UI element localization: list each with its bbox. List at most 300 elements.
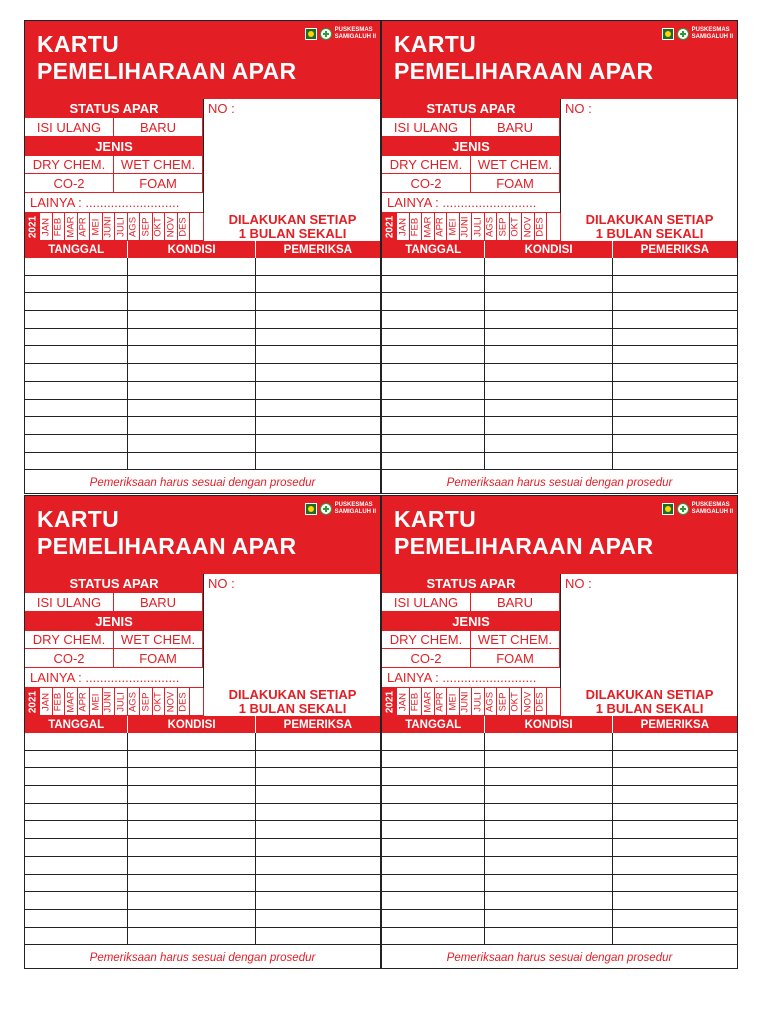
- kondisi-cell: [485, 875, 612, 892]
- table-row: [25, 910, 380, 928]
- kondisi-cell: [485, 910, 612, 927]
- table-row: [25, 751, 380, 769]
- table-row: [382, 751, 737, 769]
- co2-option: CO-2: [382, 649, 471, 668]
- tanggal-cell: [382, 382, 485, 399]
- kondisi-cell: [485, 751, 612, 768]
- maintenance-card: [381, 495, 738, 969]
- tanggal-cell: [382, 786, 485, 803]
- jenis-header: JENIS: [25, 612, 203, 631]
- kondisi-cell: [128, 733, 255, 750]
- month-cell: MAR: [65, 688, 78, 716]
- frequency-note: DILAKUKAN SETIAP 1 BULAN SEKALI: [203, 213, 381, 241]
- table-body: [382, 258, 737, 470]
- table-row: [382, 417, 737, 435]
- month-cell: OKT: [153, 688, 166, 716]
- tanggal-cell: [382, 804, 485, 821]
- kondisi-cell: [485, 453, 612, 470]
- maintenance-card: [24, 495, 381, 969]
- table-row: [382, 329, 737, 347]
- pemeriksa-cell: [256, 311, 380, 328]
- dry-chem-option: DRY CHEM.: [382, 631, 471, 649]
- tanggal-cell: [382, 276, 485, 293]
- month-cell: NOV: [165, 688, 178, 716]
- pemeriksa-cell: [256, 892, 380, 909]
- kondisi-cell: [128, 311, 255, 328]
- month-cell: JULI: [472, 213, 485, 241]
- month-cell: APR: [78, 213, 91, 241]
- column-pemeriksa: PEMERIKSA: [283, 243, 353, 256]
- table-row: [382, 857, 737, 875]
- pemeriksa-cell: [256, 258, 380, 275]
- pemeriksa-cell: [613, 804, 737, 821]
- column-pemeriksa: PEMERIKSA: [640, 718, 710, 731]
- tanggal-cell: [25, 346, 128, 363]
- card-footer: Pemeriksaan harus sesuai dengan prosedur: [446, 477, 673, 489]
- table-row: [382, 293, 737, 311]
- dry-chem-option: DRY CHEM.: [25, 631, 114, 649]
- pemeriksa-cell: [613, 928, 737, 945]
- month-cell: MEI: [90, 213, 103, 241]
- tanggal-cell: [25, 293, 128, 310]
- month-cell: JAN: [40, 688, 53, 716]
- number-label: NO :: [208, 101, 235, 116]
- table-row: [382, 382, 737, 400]
- kondisi-cell: [128, 453, 255, 470]
- month-cell: SEP: [497, 213, 510, 241]
- month-cell: JAN: [40, 213, 53, 241]
- number-label: NO :: [565, 576, 592, 591]
- health-cross-icon: [320, 503, 332, 515]
- pemeriksa-cell: [613, 329, 737, 346]
- pemeriksa-cell: [256, 293, 380, 310]
- table-row: [25, 892, 380, 910]
- pemeriksa-cell: [256, 417, 380, 434]
- month-cell: SEP: [497, 688, 510, 716]
- kondisi-cell: [128, 928, 255, 945]
- pemeriksa-cell: [613, 453, 737, 470]
- pemeriksa-cell: [256, 804, 380, 821]
- month-cell: FEB: [410, 688, 423, 716]
- frequency-note: DILAKUKAN SETIAP 1 BULAN SEKALI: [203, 688, 381, 716]
- pemeriksa-cell: [613, 733, 737, 750]
- tanggal-cell: [382, 364, 485, 381]
- status-apar-header: STATUS APAR: [25, 99, 203, 118]
- baru-option: BARU: [114, 118, 203, 137]
- table-row: [25, 857, 380, 875]
- logo-group: [305, 27, 376, 41]
- pemeriksa-cell: [256, 435, 380, 452]
- month-strip: [25, 213, 203, 241]
- month-cell: JUNI: [103, 213, 116, 241]
- pemeriksa-cell: [613, 346, 737, 363]
- month-cell: NOV: [522, 688, 535, 716]
- baru-option: BARU: [471, 593, 560, 612]
- tanggal-cell: [25, 875, 128, 892]
- maintenance-card: [381, 20, 738, 494]
- kondisi-cell: [485, 821, 612, 838]
- pemeriksa-cell: [256, 821, 380, 838]
- card-title: KARTU PEMELIHARAAN APAR: [394, 506, 654, 559]
- health-cross-icon: [677, 28, 689, 40]
- card-header: [25, 496, 380, 574]
- logo-group: [305, 502, 376, 516]
- wet-chem-option: WET CHEM.: [114, 156, 203, 174]
- emblem-icon: [662, 28, 674, 40]
- lainya-field: LAINYA : ..........................: [382, 668, 560, 688]
- tanggal-cell: [25, 400, 128, 417]
- status-apar-header: STATUS APAR: [382, 99, 560, 118]
- kondisi-cell: [485, 329, 612, 346]
- month-cell: JULI: [115, 688, 128, 716]
- wet-chem-option: WET CHEM.: [471, 631, 560, 649]
- tanggal-cell: [382, 821, 485, 838]
- emblem-icon: [662, 503, 674, 515]
- month-cell: DES: [178, 688, 191, 716]
- table-row: [25, 435, 380, 453]
- month-cell: DES: [535, 688, 548, 716]
- pemeriksa-cell: [256, 453, 380, 470]
- month-cell: JAN: [397, 213, 410, 241]
- tanggal-cell: [25, 821, 128, 838]
- dry-chem-option: DRY CHEM.: [25, 156, 114, 174]
- kondisi-cell: [128, 364, 255, 381]
- tanggal-cell: [25, 276, 128, 293]
- kondisi-cell: [485, 435, 612, 452]
- health-cross-icon: [677, 503, 689, 515]
- pemeriksa-cell: [613, 258, 737, 275]
- pemeriksa-cell: [613, 417, 737, 434]
- month-cell: AGS: [485, 213, 498, 241]
- jenis-header: JENIS: [382, 137, 560, 156]
- column-pemeriksa: PEMERIKSA: [283, 718, 353, 731]
- table-row: [25, 276, 380, 294]
- foam-option: FOAM: [114, 649, 203, 668]
- pemeriksa-cell: [256, 839, 380, 856]
- pemeriksa-cell: [613, 435, 737, 452]
- pemeriksa-cell: [256, 910, 380, 927]
- tanggal-cell: [25, 329, 128, 346]
- column-kondisi: KONDISI: [128, 241, 255, 258]
- kondisi-cell: [485, 928, 612, 945]
- table-row: [25, 311, 380, 329]
- tanggal-cell: [382, 892, 485, 909]
- pemeriksa-cell: [613, 400, 737, 417]
- card-header: [382, 496, 737, 574]
- month-cell: NOV: [165, 213, 178, 241]
- logo-group: [662, 502, 733, 516]
- tanggal-cell: [382, 453, 485, 470]
- table-row: [382, 892, 737, 910]
- kondisi-cell: [128, 875, 255, 892]
- column-tanggal: TANGGAL: [25, 716, 128, 733]
- card-title: KARTU PEMELIHARAAN APAR: [37, 31, 297, 84]
- tanggal-cell: [382, 258, 485, 275]
- kondisi-cell: [128, 804, 255, 821]
- kondisi-cell: [485, 293, 612, 310]
- table-row: [25, 768, 380, 786]
- kondisi-cell: [485, 417, 612, 434]
- month-cell: NOV: [522, 213, 535, 241]
- kondisi-cell: [485, 768, 612, 785]
- emblem-icon: [305, 503, 317, 515]
- table-body: [382, 733, 737, 945]
- status-apar-header: STATUS APAR: [25, 574, 203, 593]
- isi-ulang-option: ISI ULANG: [382, 118, 471, 137]
- pemeriksa-cell: [256, 329, 380, 346]
- kondisi-cell: [128, 400, 255, 417]
- pemeriksa-cell: [613, 751, 737, 768]
- tanggal-cell: [25, 417, 128, 434]
- maintenance-card: [24, 20, 381, 494]
- kondisi-cell: [128, 435, 255, 452]
- month-cell: DES: [535, 213, 548, 241]
- month-cell: JUNI: [460, 688, 473, 716]
- column-pemeriksa: PEMERIKSA: [640, 243, 710, 256]
- table-row: [382, 258, 737, 276]
- tanggal-cell: [382, 435, 485, 452]
- tanggal-cell: [382, 346, 485, 363]
- month-cell: DES: [178, 213, 191, 241]
- isi-ulang-option: ISI ULANG: [382, 593, 471, 612]
- table-row: [382, 276, 737, 294]
- tanggal-cell: [382, 417, 485, 434]
- kondisi-cell: [128, 293, 255, 310]
- table-row: [25, 821, 380, 839]
- pemeriksa-cell: [256, 382, 380, 399]
- table-row: [25, 733, 380, 751]
- table-header: [382, 241, 737, 258]
- tanggal-cell: [25, 892, 128, 909]
- isi-ulang-option: ISI ULANG: [25, 593, 114, 612]
- kondisi-cell: [485, 400, 612, 417]
- month-cell: OKT: [510, 213, 523, 241]
- lainya-field: LAINYA : ..........................: [382, 193, 560, 213]
- month-cell: JUNI: [103, 688, 116, 716]
- table-body: [25, 733, 380, 945]
- table-row: [382, 346, 737, 364]
- month-cell: APR: [435, 688, 448, 716]
- column-tanggal: TANGGAL: [382, 716, 485, 733]
- tanggal-cell: [25, 733, 128, 750]
- month-cell: AGS: [128, 213, 141, 241]
- month-cell: MAR: [65, 213, 78, 241]
- month-cell: MEI: [447, 688, 460, 716]
- kondisi-cell: [128, 910, 255, 927]
- kondisi-cell: [485, 857, 612, 874]
- tanggal-cell: [25, 910, 128, 927]
- table-row: [382, 435, 737, 453]
- month-cell: JAN: [397, 688, 410, 716]
- tanggal-cell: [382, 311, 485, 328]
- table-row: [25, 364, 380, 382]
- column-kondisi: KONDISI: [485, 241, 612, 258]
- kondisi-cell: [128, 786, 255, 803]
- month-cell: APR: [435, 213, 448, 241]
- tanggal-cell: [25, 839, 128, 856]
- kondisi-cell: [485, 311, 612, 328]
- column-tanggal: TANGGAL: [382, 241, 485, 258]
- foam-option: FOAM: [471, 649, 560, 668]
- pemeriksa-cell: [613, 768, 737, 785]
- kondisi-cell: [485, 276, 612, 293]
- month-cell: APR: [78, 688, 91, 716]
- table-header: [25, 241, 380, 258]
- pemeriksa-cell: [613, 857, 737, 874]
- kondisi-cell: [128, 768, 255, 785]
- tanggal-cell: [25, 751, 128, 768]
- pemeriksa-cell: [256, 276, 380, 293]
- year-label: 2021: [25, 688, 40, 716]
- month-cell: SEP: [140, 213, 153, 241]
- pemeriksa-cell: [613, 382, 737, 399]
- kondisi-cell: [128, 417, 255, 434]
- month-cell: OKT: [510, 688, 523, 716]
- table-row: [25, 329, 380, 347]
- tanggal-cell: [25, 804, 128, 821]
- number-box: [203, 99, 381, 213]
- table-row: [382, 364, 737, 382]
- number-box: [203, 574, 381, 688]
- table-row: [382, 875, 737, 893]
- table-row: [25, 875, 380, 893]
- kondisi-cell: [485, 382, 612, 399]
- pemeriksa-cell: [256, 768, 380, 785]
- pemeriksa-cell: [613, 910, 737, 927]
- co2-option: CO-2: [382, 174, 471, 193]
- tanggal-cell: [25, 382, 128, 399]
- card-header: [25, 21, 380, 99]
- tanggal-cell: [382, 733, 485, 750]
- frequency-note: DILAKUKAN SETIAP 1 BULAN SEKALI: [560, 688, 738, 716]
- table-row: [382, 804, 737, 822]
- logo-text: PUSKESMAS SAMIGALUH II: [334, 502, 376, 515]
- pemeriksa-cell: [613, 364, 737, 381]
- jenis-header: JENIS: [25, 137, 203, 156]
- logo-text: PUSKESMAS SAMIGALUH II: [691, 27, 733, 40]
- emblem-icon: [305, 28, 317, 40]
- tanggal-cell: [25, 768, 128, 785]
- month-cell: JUNI: [460, 213, 473, 241]
- lainya-field: LAINYA : ..........................: [25, 193, 203, 213]
- tanggal-cell: [382, 329, 485, 346]
- kondisi-cell: [485, 892, 612, 909]
- table-row: [382, 786, 737, 804]
- month-cell: MAR: [422, 213, 435, 241]
- tanggal-cell: [382, 875, 485, 892]
- kondisi-cell: [485, 364, 612, 381]
- pemeriksa-cell: [256, 875, 380, 892]
- table-row: [25, 346, 380, 364]
- isi-ulang-option: ISI ULANG: [25, 118, 114, 137]
- tanggal-cell: [25, 435, 128, 452]
- month-cell: JULI: [472, 688, 485, 716]
- number-box: [560, 99, 738, 213]
- pemeriksa-cell: [256, 751, 380, 768]
- month-cell: FEB: [410, 213, 423, 241]
- pemeriksa-cell: [613, 311, 737, 328]
- logo-group: [662, 27, 733, 41]
- table-row: [382, 928, 737, 946]
- kondisi-cell: [485, 839, 612, 856]
- baru-option: BARU: [114, 593, 203, 612]
- tanggal-cell: [382, 910, 485, 927]
- logo-text: PUSKESMAS SAMIGALUH II: [691, 502, 733, 515]
- number-box: [560, 574, 738, 688]
- tanggal-cell: [25, 364, 128, 381]
- pemeriksa-cell: [256, 733, 380, 750]
- year-label: 2021: [382, 213, 397, 241]
- table-row: [25, 293, 380, 311]
- table-row: [382, 400, 737, 418]
- column-tanggal: TANGGAL: [25, 241, 128, 258]
- pemeriksa-cell: [256, 928, 380, 945]
- month-strip: [25, 688, 203, 716]
- pemeriksa-cell: [613, 293, 737, 310]
- kondisi-cell: [128, 382, 255, 399]
- pemeriksa-cell: [613, 821, 737, 838]
- status-apar-header: STATUS APAR: [382, 574, 560, 593]
- wet-chem-option: WET CHEM.: [114, 631, 203, 649]
- number-label: NO :: [208, 576, 235, 591]
- foam-option: FOAM: [114, 174, 203, 193]
- kondisi-cell: [128, 839, 255, 856]
- pemeriksa-cell: [256, 400, 380, 417]
- tanggal-cell: [25, 311, 128, 328]
- card-title: KARTU PEMELIHARAAN APAR: [394, 31, 654, 84]
- tanggal-cell: [382, 293, 485, 310]
- table-row: [25, 928, 380, 946]
- column-kondisi: KONDISI: [128, 716, 255, 733]
- table-body: [25, 258, 380, 470]
- kondisi-cell: [485, 346, 612, 363]
- kondisi-cell: [485, 786, 612, 803]
- table-row: [25, 804, 380, 822]
- table-row: [382, 910, 737, 928]
- health-cross-icon: [320, 28, 332, 40]
- card-header: [382, 21, 737, 99]
- tanggal-cell: [25, 453, 128, 470]
- card-footer: Pemeriksaan harus sesuai dengan prosedur: [89, 952, 316, 964]
- month-strip: [382, 688, 560, 716]
- tanggal-cell: [382, 751, 485, 768]
- pemeriksa-cell: [613, 892, 737, 909]
- kondisi-cell: [485, 804, 612, 821]
- month-cell: SEP: [140, 688, 153, 716]
- tanggal-cell: [382, 928, 485, 945]
- number-label: NO :: [565, 101, 592, 116]
- pemeriksa-cell: [613, 276, 737, 293]
- kondisi-cell: [128, 258, 255, 275]
- tanggal-cell: [25, 928, 128, 945]
- table-row: [382, 821, 737, 839]
- month-cell: FEB: [53, 213, 66, 241]
- pemeriksa-cell: [613, 875, 737, 892]
- table-row: [382, 733, 737, 751]
- card-title: KARTU PEMELIHARAAN APAR: [37, 506, 297, 559]
- kondisi-cell: [128, 751, 255, 768]
- wet-chem-option: WET CHEM.: [471, 156, 560, 174]
- table-row: [25, 786, 380, 804]
- baru-option: BARU: [471, 118, 560, 137]
- table-row: [25, 839, 380, 857]
- table-row: [25, 382, 380, 400]
- table-row: [25, 258, 380, 276]
- kondisi-cell: [128, 857, 255, 874]
- kondisi-cell: [485, 258, 612, 275]
- table-row: [25, 453, 380, 471]
- kondisi-cell: [485, 733, 612, 750]
